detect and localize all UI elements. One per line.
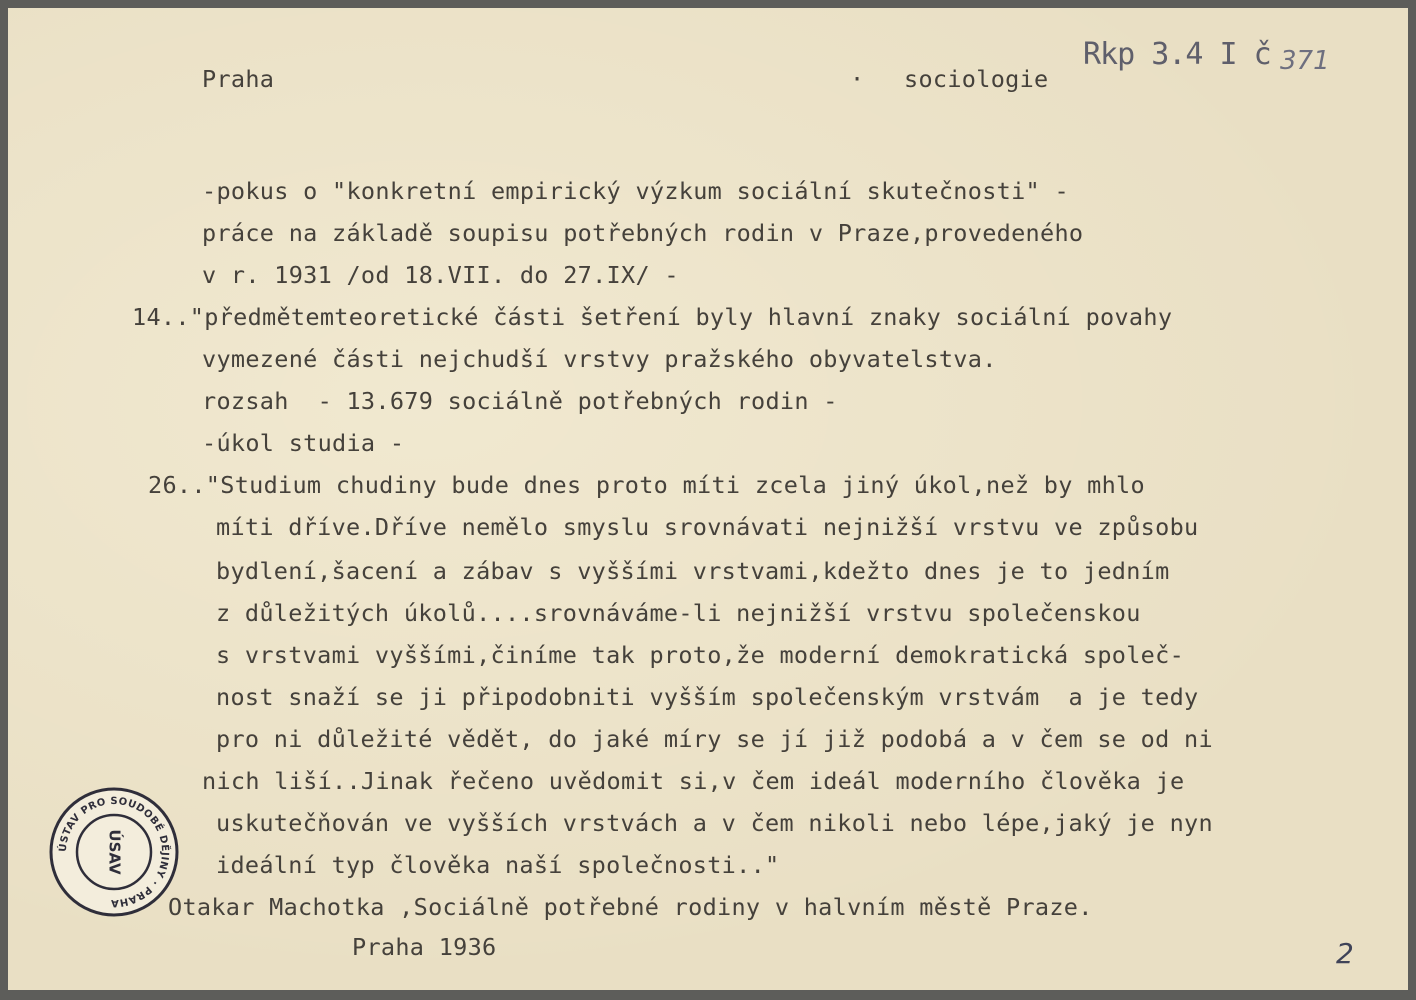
quote-line: nich liší..Jinak řečeno uvědomit si,v čem ideál moderního člověka je	[202, 767, 1185, 795]
index-card	[8, 8, 1408, 990]
text-line: -úkol studia -	[202, 429, 405, 457]
quote-line: míti dříve.Dříve nemělo smyslu srovnávati nejnižší vrstvu ve způsobu	[216, 513, 1199, 541]
citation-line: Otakar Machotka ,Sociálně potřebné rodiny v halvním městě Praze.	[168, 893, 1093, 921]
quote-line: nost snaží se ji připodobniti vyšším společenským vrstvám a je tedy	[216, 683, 1199, 711]
quote-line: pro ni důležité vědět, do jaké míry se jí již podobá a v čem se od ni	[216, 725, 1213, 753]
quote-line: bydlení,šacení a zábav s vyššími vrstvami,kdežto dnes je to jedním	[216, 557, 1170, 585]
archive-ref-stamp: Rkp 3.4 I č	[1083, 37, 1271, 72]
text-line: rozsah - 13.679 sociálně potřebných rodin -	[202, 387, 838, 415]
citation-year: Praha 1936	[352, 933, 497, 961]
text-line: 14.."předmětemteoretické části šetření byly hlavní znaky sociální povahy	[132, 303, 1173, 331]
place-heading: Praha	[202, 65, 275, 93]
text-line: práce na základě soupisu potřebných rodin v Praze,provedeného	[202, 219, 1084, 247]
archive-ref-number: 371	[1280, 46, 1330, 76]
quote-line: 26.."Studium chudiny bude dnes proto míti zcela jiný úkol,než by mhlo	[148, 471, 1145, 499]
quote-line: z důležitých úkolů....srovnáváme-li nejnižší vrstvu společenskou	[216, 599, 1141, 627]
text-line: vymezené části nejchudší vrstvy pražského obyvatelstva.	[202, 345, 997, 373]
text-line: v r. 1931 /od 18.VII. do 27.IX/ -	[202, 261, 679, 289]
quote-line: uskutečňován ve vyšších vrstvách a v čem nikoli nebo lépe,jaký je nyn	[216, 809, 1213, 837]
page-number: 2	[1336, 937, 1354, 970]
stamp-center-text: ÚSAV	[105, 829, 124, 875]
subject-heading: sociologie	[904, 65, 1049, 93]
quote-line: ideální typ člověka naší společnosti.."	[216, 851, 780, 879]
quote-line: s vrstvami vyššími,činíme tak proto,že moderní demokratická společ-	[216, 641, 1185, 669]
separator-dot: ·	[850, 65, 865, 93]
text-line: -pokus o "konkretní empirický výzkum sociální skutečnosti" -	[202, 177, 1069, 205]
stamp-outer-text: ÚSTAV PRO SOUDOBÉ DĚJINY · PRAHA	[57, 795, 171, 909]
archive-stamp-icon	[48, 786, 180, 918]
